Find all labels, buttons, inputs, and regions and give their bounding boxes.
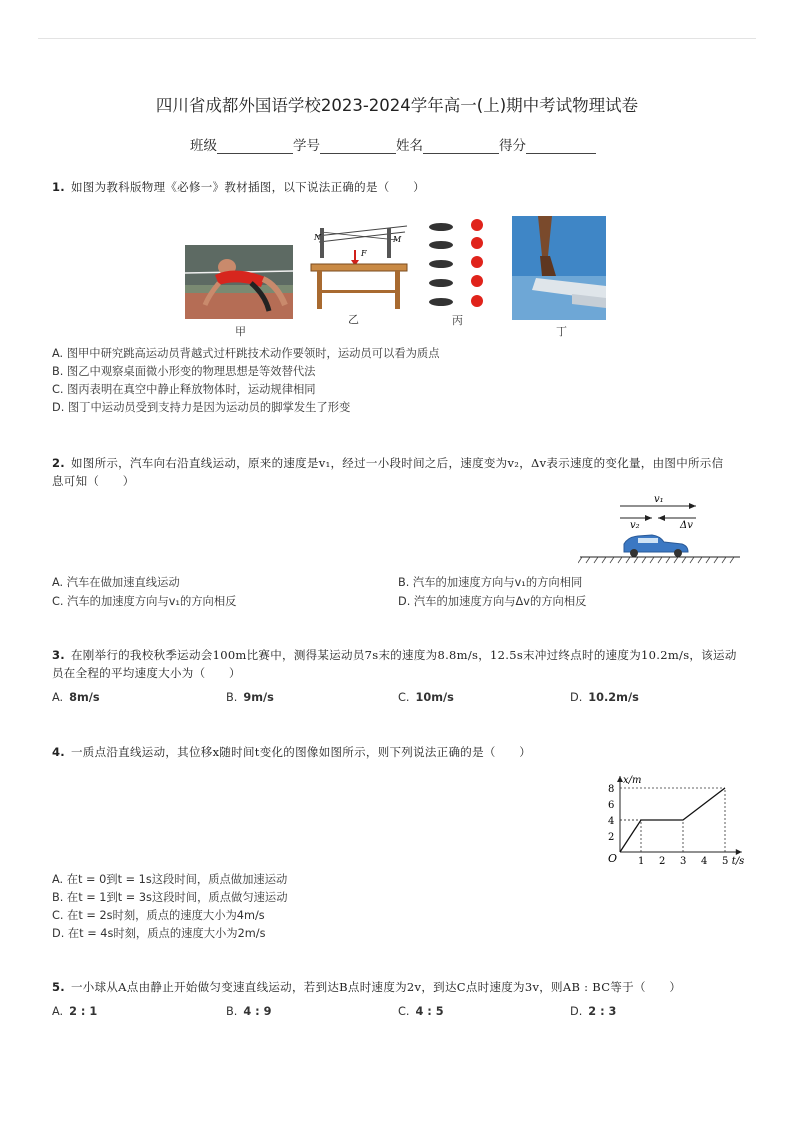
origin-label: O	[608, 852, 618, 865]
top-divider	[38, 38, 756, 39]
x-tick-label: 5	[722, 856, 729, 866]
x-tick-label: 4	[701, 856, 708, 866]
q3-option-b[interactable]: B. 9m/s	[226, 691, 274, 704]
name-blank[interactable]	[423, 139, 499, 154]
q5-option-b[interactable]: B. 4 : 9	[226, 1005, 272, 1018]
x-tick-label: 1	[638, 856, 645, 866]
name-label: 姓名	[396, 138, 423, 154]
y-tick-label: 2	[608, 832, 615, 843]
q5-option-a[interactable]: A. 2 : 1	[52, 1005, 98, 1018]
figure-high-jump-photo	[185, 245, 293, 319]
y-tick-label: 6	[608, 800, 615, 811]
q4-option-a[interactable]: A. 在t = 0到t = 1s这段时间，质点做加速运动	[52, 873, 288, 886]
question-4-stem: 4. 一质点沿直线运动，其位移x随时间t变化的图像如图所示，则下列说法正确的是（ ）	[52, 745, 532, 759]
q5-option-d[interactable]: D. 2 : 3	[570, 1005, 617, 1018]
class-blank[interactable]	[217, 139, 293, 154]
score-label: 得分	[499, 138, 526, 154]
label-v1: v₁	[654, 494, 664, 505]
caption-jia: 甲	[235, 325, 246, 338]
q4-option-b[interactable]: B. 在t = 1到t = 3s这段时间，质点做匀速运动	[52, 891, 288, 904]
y-tick-label: 4	[608, 816, 615, 827]
figure-feather-apple	[425, 215, 489, 313]
score-blank[interactable]	[526, 139, 596, 154]
class-label: 班级	[190, 138, 217, 154]
figure-table-deformation	[307, 218, 412, 310]
y-tick-label: 8	[608, 784, 615, 795]
q1-option-b[interactable]: B. 图乙中观察桌面微小形变的物理思想是等效替代法	[52, 365, 316, 378]
caption-ding: 丁	[556, 325, 567, 338]
question-2-stem: 2. 如图所示，汽车向右沿直线运动，原来的速度是v₁，经过一小段时间之后，速度变为v₂，Δv表示速度的变化量，由图中所示信 息可知（ ）	[52, 456, 724, 488]
x-axis-arrow	[736, 849, 742, 855]
xt-graph	[600, 764, 750, 866]
q1-option-a[interactable]: A. 图甲中研究跳高运动员背越式过杆跳技术动作要领时，运动员可以看为质点	[52, 347, 440, 360]
label-f: F	[361, 249, 367, 258]
q2-option-c[interactable]: C. 汽车的加速度方向与v₁的方向相反	[52, 595, 237, 608]
label-dv: Δv	[680, 520, 693, 531]
x-tick-label: 2	[659, 856, 666, 866]
q4-option-c[interactable]: C. 在t = 2s时刻，质点的速度大小为4m/s	[52, 909, 265, 922]
label-m: M	[393, 235, 402, 244]
q3-option-d[interactable]: D. 10.2m/s	[570, 691, 639, 704]
y-axis-label: x/m	[623, 775, 642, 786]
student-info-line	[190, 134, 596, 154]
q2-option-d[interactable]: D. 汽车的加速度方向与Δv的方向相反	[398, 595, 587, 608]
q1-option-c[interactable]: C. 图丙表明在真空中静止释放物体时，运动规律相同	[52, 383, 316, 396]
q5-option-c[interactable]: C. 4 : 5	[398, 1005, 444, 1018]
question-5-stem: 5. 一小球从A点由静止开始做匀变速直线运动，若到达B点时速度为2v，到达C点时速度为3v，则AB : BC等于（ ）	[52, 980, 682, 994]
q2-option-b[interactable]: B. 汽车的加速度方向与v₁的方向相同	[398, 576, 583, 589]
figure-diving-board-photo	[512, 216, 606, 320]
figure-car-velocity	[578, 490, 742, 566]
q4-option-d[interactable]: D. 在t = 4s时刻，质点的速度大小为2m/s	[52, 927, 266, 940]
q3-option-c[interactable]: C. 10m/s	[398, 691, 454, 704]
question-1-stem: 1. 如图为教科版物理《必修一》教材插图，以下说法正确的是（ ）	[52, 180, 425, 194]
x-tick-label: 3	[680, 856, 687, 866]
page-title: 四川省成都外国语学校2023-2024学年高一(上)期中考试物理试卷	[155, 96, 639, 115]
caption-yi: 乙	[348, 313, 359, 326]
q1-option-d[interactable]: D. 图丁中运动员受到支持力是因为运动员的脚掌发生了形变	[52, 401, 351, 414]
question-3-stem: 3. 在刚举行的我校秋季运动会100m比赛中，测得某运动员7s末的速度为8.8m/s，12.5s末冲过终点时的速度为10.2m/s，该运动 员在全程的平均速度大小为（ ）	[52, 648, 737, 680]
label-n: N	[314, 233, 321, 242]
x-axis-label: t/s	[731, 856, 745, 866]
caption-bing: 丙	[452, 314, 463, 327]
xt-series-line	[620, 788, 725, 852]
q2-option-a[interactable]: A. 汽车在做加速直线运动	[52, 576, 180, 589]
number-label: 学号	[293, 138, 320, 154]
number-blank[interactable]	[320, 139, 396, 154]
q3-option-a[interactable]: A. 8m/s	[52, 691, 100, 704]
label-v2: v₂	[630, 520, 640, 531]
